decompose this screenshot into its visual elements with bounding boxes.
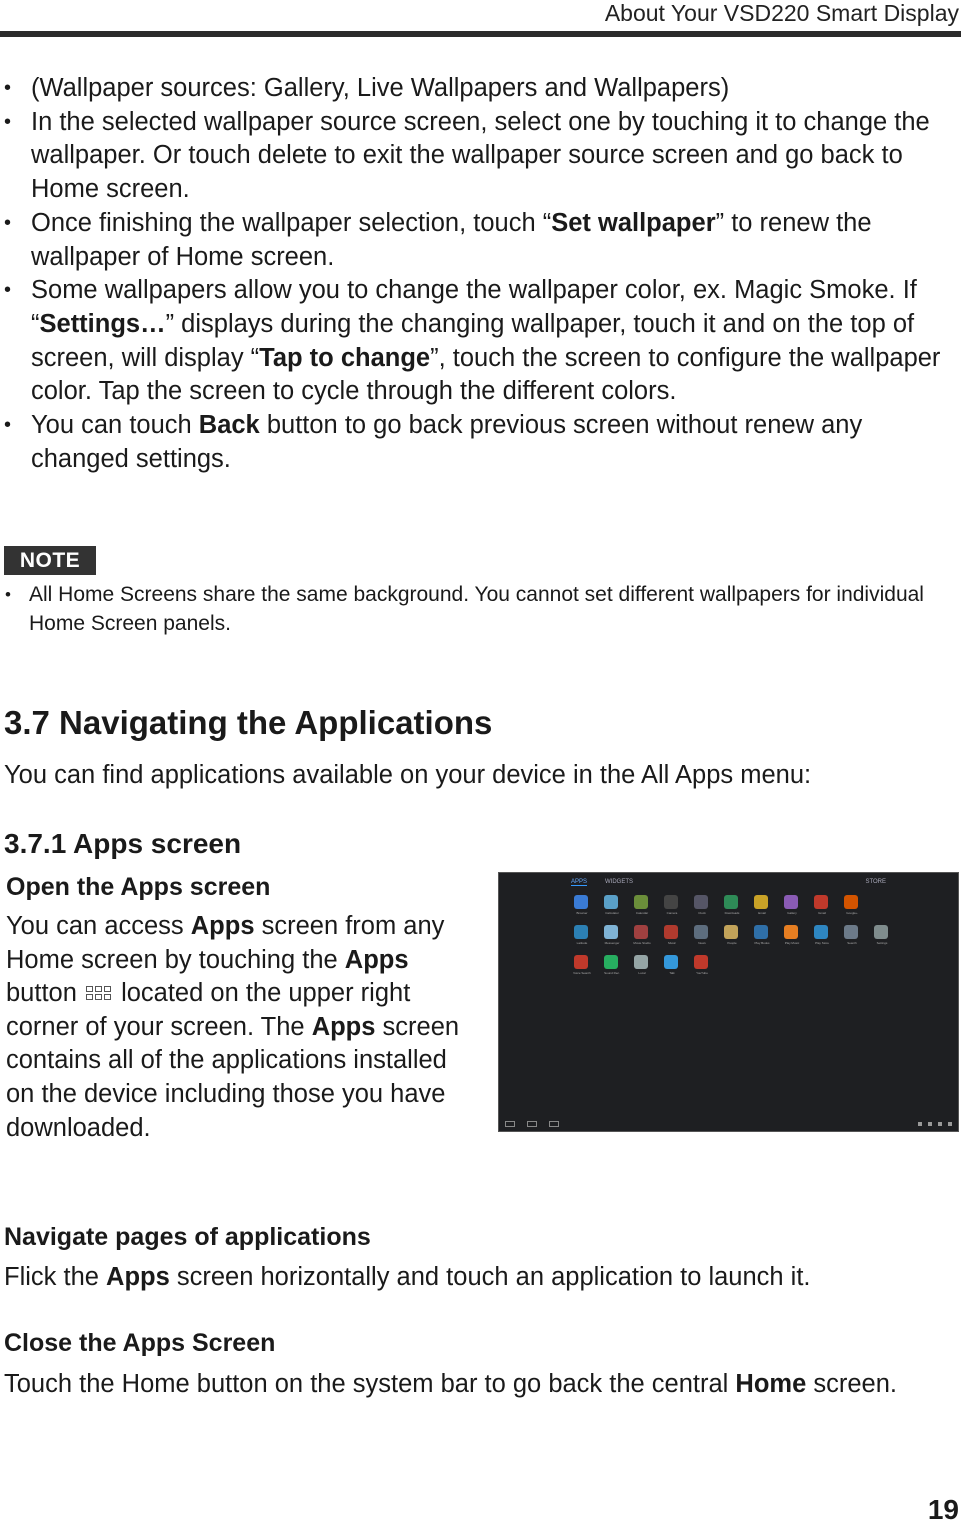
app-icon bbox=[604, 925, 618, 939]
note-tag: NOTE bbox=[4, 546, 96, 575]
bullet-item: • You can touch Back button to go back previous screen without renew any changed settings. bbox=[0, 409, 958, 476]
bold-term: Apps bbox=[344, 945, 409, 974]
status-icon bbox=[918, 1122, 922, 1126]
bullet-item: • In the selected wallpaper source screen, select one by touching it to change the wallpaper. Or touch delete to exit the wallpaper source screen and go back to Home screen. bbox=[0, 106, 958, 207]
app-icon bbox=[664, 895, 678, 909]
app-label: People bbox=[727, 941, 737, 945]
app-icon bbox=[664, 955, 678, 969]
app-icon bbox=[634, 955, 648, 969]
bold-term: Apps bbox=[190, 912, 255, 940]
bold-term: Set wallpaper bbox=[551, 208, 716, 237]
app-icon bbox=[724, 925, 738, 939]
app-label: Settings bbox=[876, 941, 888, 945]
page-number: 19 bbox=[927, 1494, 959, 1525]
app-label: Latitude bbox=[576, 941, 588, 945]
bold-term: Apps bbox=[311, 1012, 376, 1041]
app-icon bbox=[874, 925, 888, 939]
bold-term: Back bbox=[198, 411, 260, 440]
back-icon bbox=[505, 1121, 515, 1127]
note-item: • All Home Screens share the same background. You cannot set different wallpapers for individual Home Screen panels. bbox=[0, 580, 958, 638]
subsection-title: 3.7.1 Apps screen bbox=[4, 828, 242, 859]
close-heading: Close the Apps Screen bbox=[4, 1329, 276, 1357]
app-label: Play Store bbox=[815, 941, 829, 945]
bullet-item: • Some wallpapers allow you to change the wallpaper color, ex. Magic Smoke. If “Settings…” displays during the changing wallpaper, touch it and on the top of screen, will display “Tap to change”, touch the screen to configure the wallpaper color. Tap the screen to cycle through the different colors. bbox=[0, 274, 958, 409]
app-label: Calendar bbox=[635, 911, 649, 915]
app-label: YouTube bbox=[696, 971, 708, 975]
apps-screen-screenshot bbox=[498, 872, 959, 1132]
app-label: Talk bbox=[669, 971, 675, 975]
app-label: Play Books bbox=[754, 941, 770, 945]
app-label: Downloads bbox=[724, 911, 740, 915]
note-list bbox=[0, 580, 958, 638]
app-label: Movie Studio bbox=[633, 941, 651, 945]
app-icon bbox=[604, 955, 618, 969]
apps-tabs bbox=[571, 879, 651, 885]
app-icon bbox=[784, 925, 798, 939]
app-icon bbox=[664, 925, 678, 939]
section-intro: You can find applications available on your device in the All Apps menu: bbox=[4, 761, 812, 789]
navigate-heading: Navigate pages of applications bbox=[4, 1223, 371, 1251]
bullet-item: • Once finishing the wallpaper selection, touch “Set wallpaper” to renew the wallpaper of Home screen. bbox=[0, 207, 958, 274]
app-label: Messenger bbox=[604, 941, 620, 945]
bold-term: Settings… bbox=[39, 309, 166, 338]
app-icon bbox=[694, 895, 708, 909]
app-label: News bbox=[698, 941, 706, 945]
home-icon bbox=[527, 1121, 537, 1127]
app-icon bbox=[754, 925, 768, 939]
status-icon bbox=[938, 1122, 942, 1126]
section-title: 3.7 Navigating the Applications bbox=[4, 704, 493, 741]
open-apps-body: You can access Apps screen from any Home screen by touching the Apps button located on the upper right corner of your screen. The Apps screen contains all of the applications installed on the device including those you have downloaded. bbox=[6, 912, 460, 1142]
status-icon bbox=[948, 1122, 952, 1126]
app-label: Email bbox=[758, 911, 766, 915]
app-label: Play Music bbox=[784, 941, 800, 945]
app-icon bbox=[694, 925, 708, 939]
app-icon bbox=[844, 895, 858, 909]
app-label: Browser bbox=[576, 911, 588, 915]
app-label: Gallery bbox=[787, 911, 797, 915]
bold-term: Apps bbox=[106, 1263, 170, 1291]
apps-grid-icon bbox=[84, 984, 114, 1002]
screenshot-tab: APPS bbox=[571, 879, 588, 885]
app-icon bbox=[574, 895, 588, 909]
app-icon bbox=[814, 895, 828, 909]
navigate-body: Flick the Apps screen horizontally and touch an application to launch it. bbox=[4, 1263, 811, 1291]
app-label: Google+ bbox=[846, 911, 858, 915]
app-icon bbox=[724, 895, 738, 909]
app-label: Voice Search bbox=[573, 971, 591, 975]
recent-apps-icon bbox=[549, 1121, 559, 1127]
app-label: Search bbox=[847, 941, 857, 945]
bold-term: Home bbox=[735, 1370, 807, 1398]
bullet-list bbox=[0, 72, 958, 476]
bullet-item: • (Wallpaper sources: Gallery, Live Wallpapers and Wallpapers) bbox=[0, 72, 958, 106]
app-label: Camera bbox=[666, 911, 678, 915]
app-icon bbox=[814, 925, 828, 939]
app-icon bbox=[784, 895, 798, 909]
app-icon bbox=[634, 895, 648, 909]
header-rule bbox=[0, 31, 961, 37]
app-icon bbox=[604, 895, 618, 909]
app-label: Music bbox=[668, 941, 676, 945]
app-label: Local bbox=[638, 971, 646, 975]
app-icon bbox=[844, 925, 858, 939]
running-header: About Your VSD220 Smart Display bbox=[604, 0, 959, 26]
system-bar bbox=[499, 1117, 958, 1131]
app-icon bbox=[634, 925, 648, 939]
open-apps-heading: Open the Apps screen bbox=[6, 873, 271, 901]
bold-term: Tap to change bbox=[259, 343, 431, 372]
app-icon bbox=[754, 895, 768, 909]
app-label: Clock bbox=[698, 911, 706, 915]
app-label: Sound Rec. bbox=[604, 971, 620, 975]
screenshot-tab: WIDGETS bbox=[605, 879, 634, 885]
app-label: Gmail bbox=[818, 911, 826, 915]
close-body: Touch the Home button on the system bar to go back the central Home screen. bbox=[4, 1370, 897, 1398]
status-icon bbox=[928, 1122, 932, 1126]
app-icon bbox=[574, 925, 588, 939]
app-icon bbox=[574, 955, 588, 969]
store-label: STORE bbox=[865, 879, 886, 885]
app-label: Calculator bbox=[605, 911, 619, 915]
app-icon bbox=[694, 955, 708, 969]
